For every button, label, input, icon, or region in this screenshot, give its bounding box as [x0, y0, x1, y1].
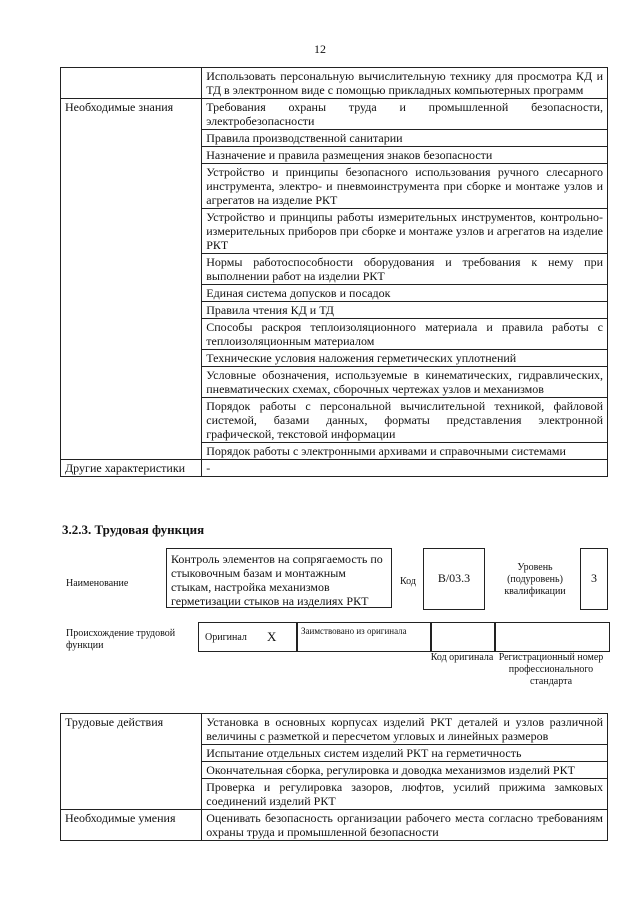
- function-name: Контроль элементов на сопрягаемость по стыковочным базам и монтажным стыкам, настройка механизмов герметизации стыков на изделиях РКТ: [171, 552, 383, 608]
- original-mark: X: [267, 629, 277, 644]
- borrowed-box: [296, 622, 432, 652]
- row-item: Единая система допусков и посадок: [202, 285, 608, 302]
- registration-box: [494, 622, 610, 652]
- row-item: Правила производственной санитарии: [202, 130, 608, 147]
- borrowed-label: Заимствовано из оригинала: [301, 626, 407, 636]
- row-item: Использовать персональную вычислительную технику для просмотра КД и ТД в электронном виде с помощью прикладных компьютерных программ: [202, 68, 608, 99]
- code-original-caption: Код оригинала: [430, 652, 494, 663]
- page-number: 12: [314, 42, 326, 56]
- level-box: [580, 548, 608, 610]
- section-title: 3.2.3. Трудовая функция: [62, 522, 205, 537]
- row-item: Оценивать безопасность организации рабочего места согласно требованиям охраны труда и промышленной безопасности: [202, 810, 608, 841]
- row-item: Устройство и принципы работы измерительных инструментов, контрольно-измерительных приборов при сборке и монтаже узлов и агрегатов на изделие РКТ: [202, 209, 608, 254]
- row-item: Назначение и правила размещения знаков безопасности: [202, 147, 608, 164]
- row-item: Способы раскроя теплоизоляционного материала и правила работы с теплоизоляционным материалом: [202, 319, 608, 350]
- table-row: [61, 714, 608, 745]
- origin-label: Происхождение трудовой функции: [66, 628, 176, 651]
- code-original-box: [430, 622, 496, 652]
- row-item: Установка в основных корпусах изделий РКТ деталей и узлов различной величины с разметкой и пересчетом угловых и линейных размеров: [202, 714, 608, 745]
- row-item: Требования охраны труда и промышленной безопасности, электробезопасности: [202, 99, 608, 130]
- code-value: B/03.3: [437, 571, 471, 585]
- row-item: Правила чтения КД и ТД: [202, 302, 608, 319]
- registration-caption: Регистрационный номер профессионального стандарта: [498, 652, 604, 687]
- row-label: Трудовые действия: [61, 714, 202, 810]
- code-label: Код: [400, 576, 416, 587]
- original-box: [198, 622, 298, 652]
- row-item: -: [202, 460, 608, 477]
- table-row: [61, 810, 608, 841]
- row-item: Условные обозначения, используемые в кинематических, гидравлических, пневматических схемах, сборочных чертежах узлов и механизмов: [202, 367, 608, 398]
- row-item: Проверка и регулировка зазоров, люфтов, усилий прижима замковых соединений изделий РКТ: [202, 779, 608, 810]
- code-box: [423, 548, 485, 610]
- row-item: Нормы работоспособности оборудования и требования к нему при выполнении работ на изделии РКТ: [202, 254, 608, 285]
- row-label: Другие характеристики: [61, 460, 202, 477]
- row-label: Необходимые знания: [61, 99, 202, 460]
- table-row: [61, 99, 608, 130]
- table-row: [61, 68, 608, 99]
- row-item: Окончательная сборка, регулировка и доводка механизмов изделий РКТ: [202, 762, 608, 779]
- row-label: Необходимые умения: [61, 810, 202, 841]
- table-row: [61, 460, 608, 477]
- level-value: 3: [591, 571, 597, 585]
- original-label: Оригинал: [205, 632, 247, 643]
- row-item: Технические условия наложения герметических уплотнений: [202, 350, 608, 367]
- function-name-box: [166, 548, 392, 608]
- name-label: Наименование: [66, 578, 129, 589]
- level-label: Уровень (подуровень) квалификации: [504, 562, 566, 597]
- actions-table: [60, 713, 608, 841]
- row-label: [61, 68, 202, 99]
- row-item: Устройство и принципы безопасного использования ручного слесарного инструмента, электро- и пневмоинструмента при сборке и монтаже узлов и агрегатов на изделие РКТ: [202, 164, 608, 209]
- knowledge-table: [60, 67, 608, 477]
- row-item: Порядок работы с электронными архивами и справочными системами: [202, 443, 608, 460]
- row-item: Порядок работы с персональной вычислительной техникой, файловой системой, базами данных, форматы представления электронной графической, текстовой информации: [202, 398, 608, 443]
- row-item: Испытание отдельных систем изделий РКТ на герметичность: [202, 745, 608, 762]
